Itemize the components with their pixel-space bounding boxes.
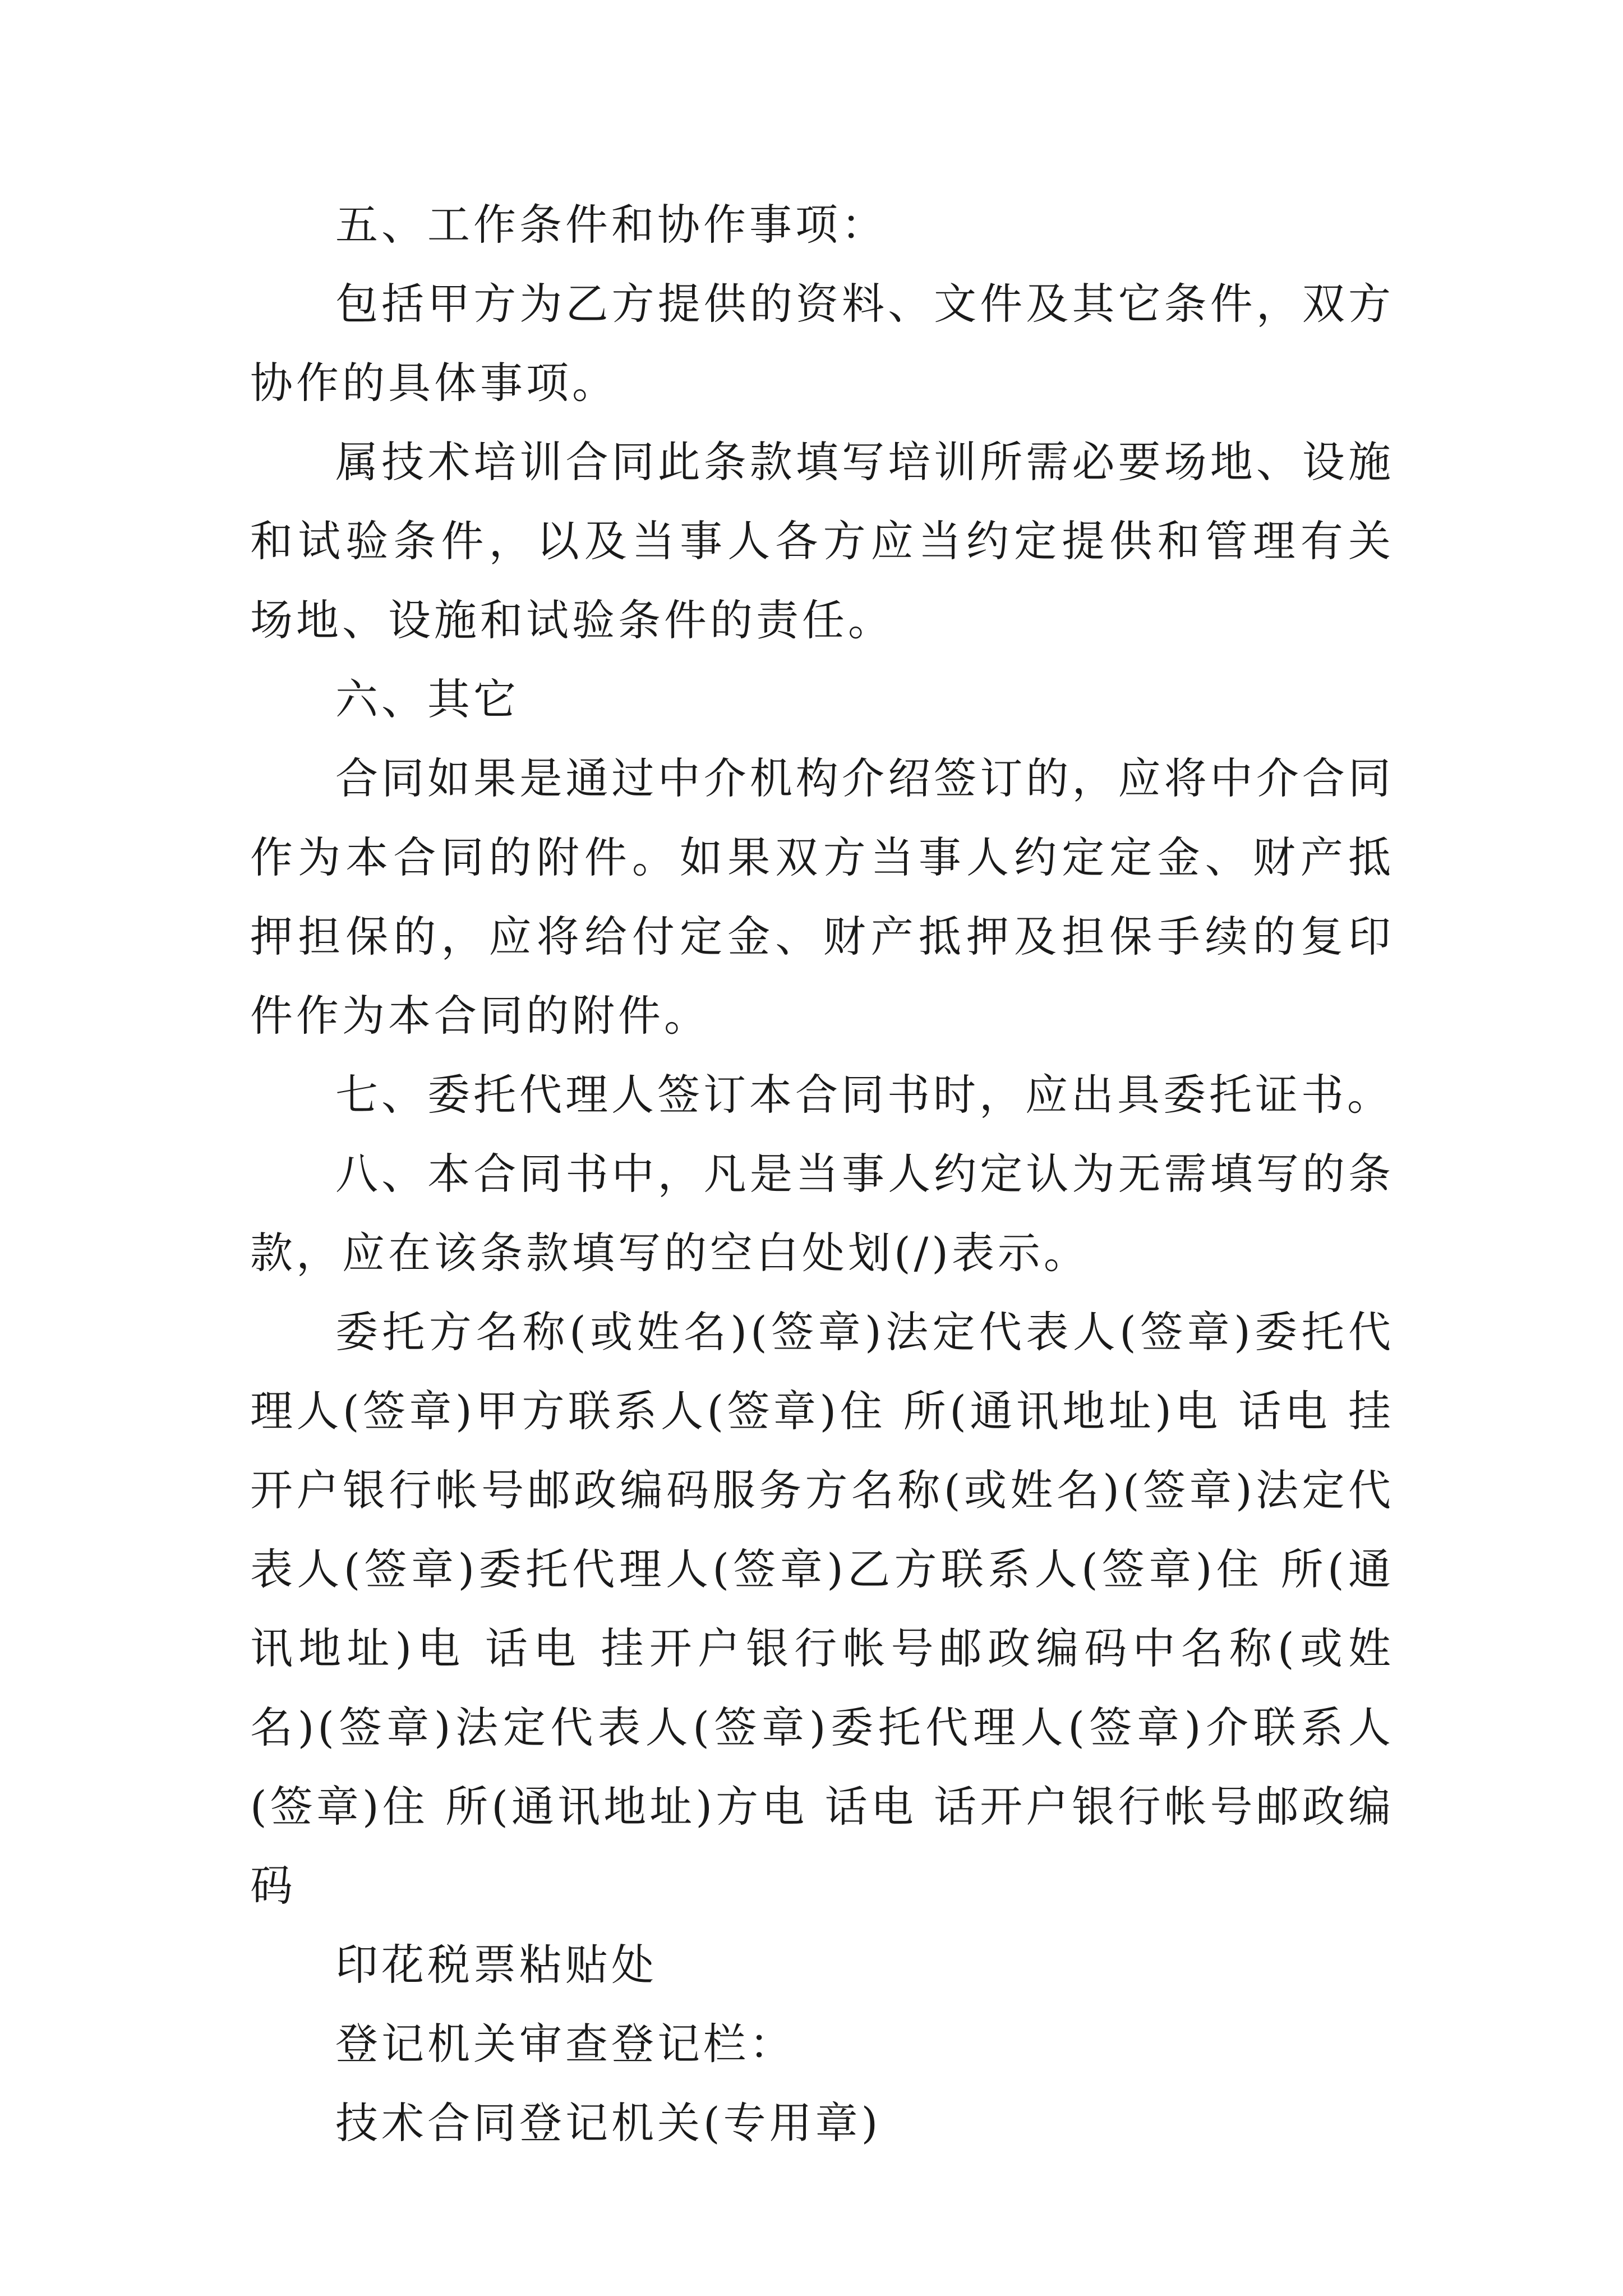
- document-body: [250, 185, 1394, 2162]
- stamp-area-label: 印花税票粘贴处: [335, 1940, 657, 1990]
- paragraph-authorization: 七、委托代理人签订本合同书时，应出具委托证书。: [335, 1070, 1393, 1120]
- paragraph-agency-attachments: 合同如果是通过中介机构介绍签订的，应将中介合同作为本合同的附件。如果双方当事人约定定金、财产抵押担保的，应将给付定金、财产抵押及担保手续的复印件作为本合同的附件。: [250, 753, 1394, 1041]
- section-heading-work-conditions: 五、工作条件和协作事项：: [335, 200, 887, 250]
- paragraph-blank-fields: 八、本合同书中，凡是当事人约定认为无需填写的条款，应在该条款填写的空白处划(/)表示。: [250, 1149, 1394, 1278]
- paragraph-training-conditions: 属技术培训合同此条款填写培训所需必要场地、设施和试验条件，以及当事人各方应当约定提供和管理有关场地、设施和试验条件的责任。: [250, 437, 1394, 645]
- section-heading-other: 六、其它: [335, 674, 519, 724]
- paragraph-signature-block: 委托方名称(或姓名)(签章)法定代表人(签章)委托代理人(签章)甲方联系人(签章)住 所(通讯地址)电 话电 挂开户银行帐号邮政编码服务方名称(或姓名)(签章)法定代表人(签章)委托代理人(签章)乙方联系人(签章)住 所(通讯地址)电 话电 挂开户银行帐号邮政编码中名称(或姓名)(签章)法定代表人(签章)委托代理人(签章)介联系人(签章)住 所(通讯地址)方电 话电 话开户银行帐号邮政编码: [250, 1307, 1394, 1911]
- registration-seal-label: 技术合同登记机关(专用章): [335, 2098, 882, 2148]
- registration-review-label: 登记机关审查登记栏：: [335, 2019, 795, 2069]
- paragraph-materials: 包括甲方为乙方提供的资料、文件及其它条件，双方协作的具体事项。: [250, 279, 1394, 408]
